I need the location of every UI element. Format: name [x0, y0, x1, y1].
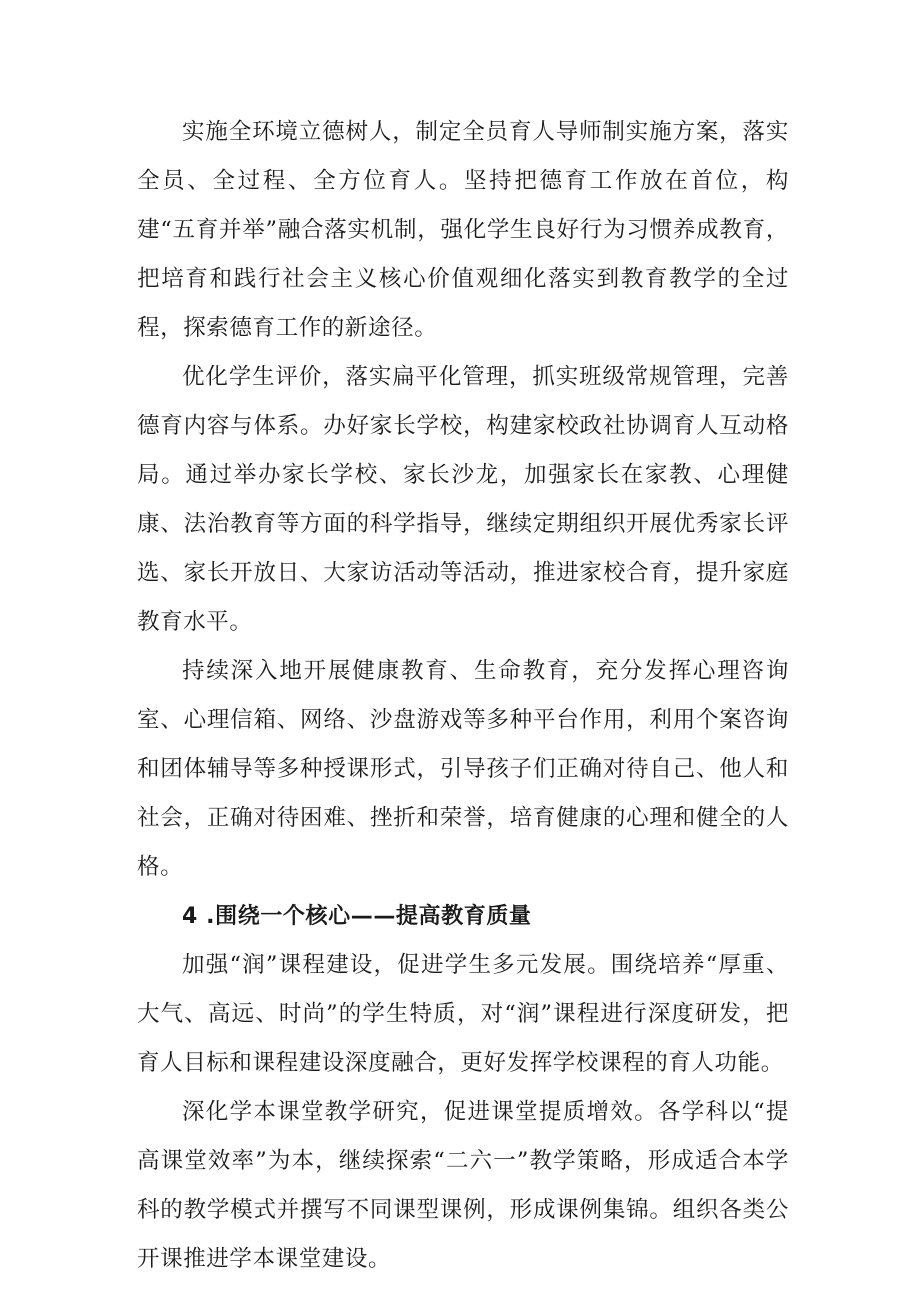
paragraph-moral-education: 实施全环境立德树人，制定全员育人导师制实施方案，落实全员、全过程、全方位育人。坚持把德育工作放在首位，构建“五育并举”融合落实机制，强化学生良好行为习惯养成教育，把培育和践行社会主义核心价值观细化落实到教育教学的全过程，探索德育工作的新途径。 — [137, 119, 789, 341]
paragraph-classroom-teaching: 深化学本课堂教学研究，促进课堂提质增效。各学科以“提高课堂效率”为本，继续探索“二六一”教学策略，形成适合本学科的教学模式并撰写不同课型课例，形成课例集锦。组织各类公开课推进学本课堂建设。 — [137, 1099, 789, 1272]
paragraph-curriculum: 加强“润”课程建设，促进学生多元发展。围绕培养“厚重、大气、高远、时尚”的学生特质，对“润”课程进行深度研发，把育人目标和课程建设深度融合，更好发挥学校课程的育人功能。 — [137, 952, 789, 1076]
paragraph-student-evaluation: 优化学生评价，落实扁平化管理，抓实班级常规管理，完善德育内容与体系。办好家长学校，构建家校政社协调育人互动格局。通过举办家长学校、家长沙龙，加强家长在家教、心理健康、法治教育等方面的科学指导，继续定期组织开展优秀家长评选、家长开放日、大家访活动等活动，推进家校合育，提升家庭教育水平。 — [137, 364, 789, 635]
document-body — [137, 108, 789, 1284]
section-heading: 4 .围绕一个核心——提高教育质量 — [182, 904, 532, 929]
paragraph-health-education: 持续深入地开展健康教育、生命教育，充分发挥心理咨询室、心理信箱、网络、沙盘游戏等多种平台作用，利用个案咨询和团体辅导等多种授课形式，引导孩子们正确对待自己、他人和社会，正确对待困难、挫折和荣誉，培育健康的心理和健全的人格。 — [137, 658, 789, 880]
